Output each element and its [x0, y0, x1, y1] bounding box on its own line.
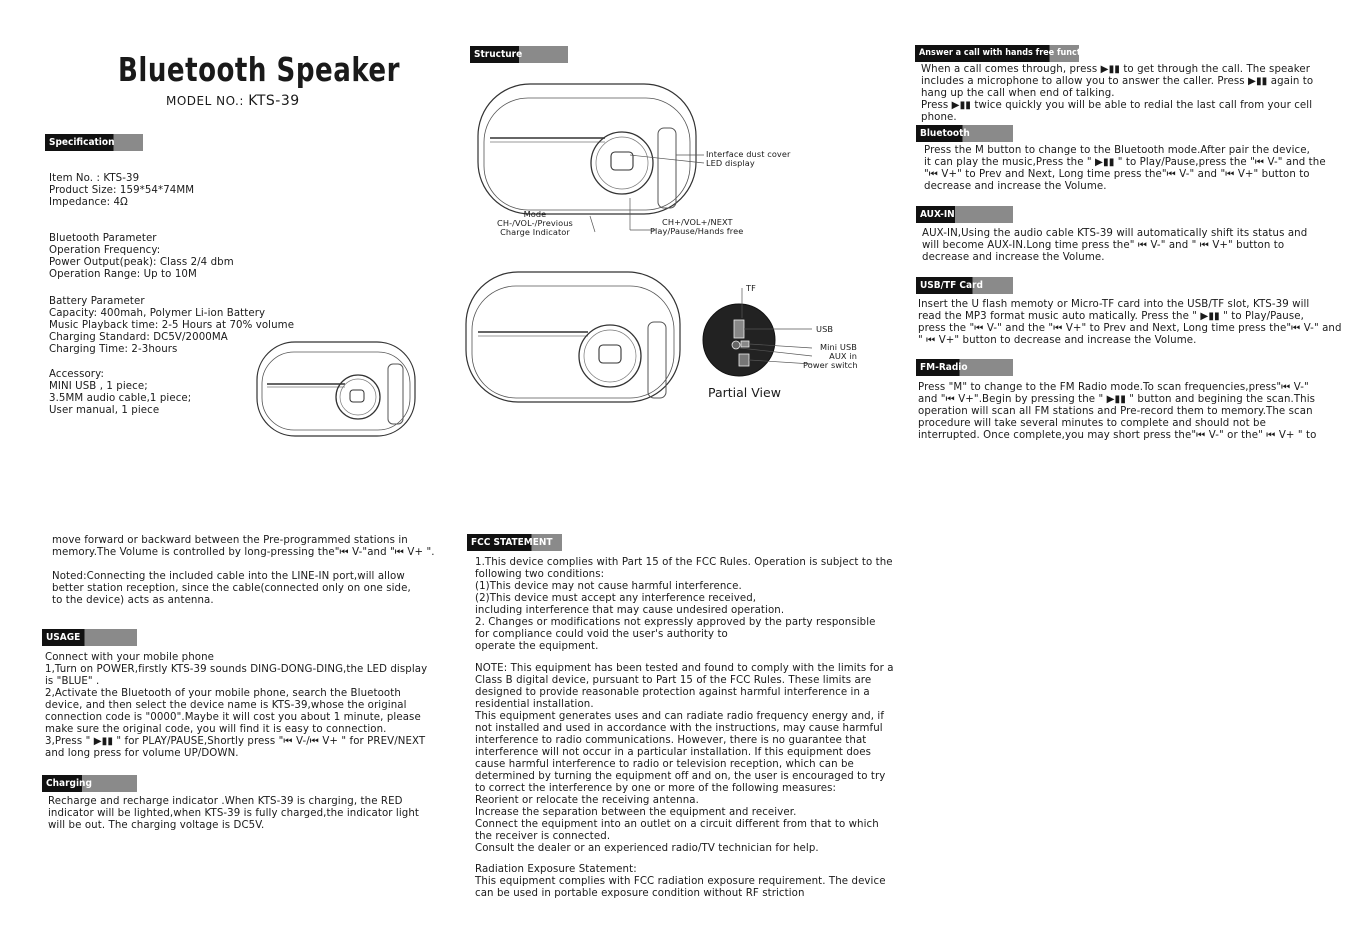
charging-header: Charging [42, 775, 137, 792]
text-line: connection code is "0000".Maybe it will cost you about 1 minute, please [45, 712, 421, 723]
structure-labels-right [706, 150, 790, 168]
text-line: 2. Changes or modifications not expressly approved by the party responsible [475, 617, 876, 628]
text-line: (1)This device may not cause harmful interference. [475, 581, 742, 592]
text-line: Press ▶▮▮ twice quickly you will be able to redial the last call from your cell [921, 100, 1313, 111]
spec-bluetooth [49, 233, 234, 281]
label-aux-in: AUX in [829, 351, 857, 361]
text-line: phone. [921, 112, 957, 123]
model-value: KTS-39 [248, 93, 300, 109]
label-ch-minus: CH-/VOL-/Previous [497, 218, 573, 228]
text-line: This equipment generates uses and can radiate radio frequency energy and, if [475, 711, 885, 722]
text-line: "⏮ V+" to Prev and Next, Long time press the"⏮ V-" and "⏮ V+" button to [924, 169, 1310, 180]
text-line: the receiver is connected. [475, 831, 611, 842]
text-line: interrupted. Once complete,you may short press the"⏮ V-" or the" ⏮ V+ " to [918, 430, 1317, 441]
label-ch-plus: CH+/VOL+/NEXT [662, 217, 733, 227]
model-number [166, 93, 300, 109]
fm-text [918, 382, 1316, 442]
text-line: 2,Activate the Bluetooth of your mobile phone, search the Bluetooth [45, 688, 401, 699]
text-line: interference will not occur in a particular installation. If this equipment does [475, 747, 872, 758]
text-line: " ⏮ V+" button to decrease and increase the Volume. [918, 335, 1197, 346]
text-line: Noted:Connecting the included cable into the LINE-IN port,will allow [52, 571, 405, 582]
text-line: to the device) acts as antenna. [52, 595, 214, 606]
text-line: (2)This device must accept any interference received, [475, 593, 757, 604]
text-line: device, and then select the device name is KTS-39,whose the original [45, 700, 407, 711]
fcc-text [475, 557, 893, 653]
label-mode: Mode [523, 209, 547, 219]
text-line: determined by turning the equipment off and on, the user is encouraged to try [475, 771, 886, 782]
label-play: Play/Pause/Hands free [650, 226, 744, 236]
text-line: can be used in portable exposure condition without RF striction [475, 888, 805, 899]
label-charge: Charge Indicator [500, 227, 570, 237]
label-interface: Interface dust cover [706, 149, 791, 159]
spec-basic [49, 173, 194, 209]
text-line: AUX-IN,Using the audio cable KTS-39 will automatically shift its status and [922, 228, 1308, 239]
answer-header: Answer a call with hands free function: [915, 45, 1079, 62]
text-line: press the "⏮ V-" and the "⏮ V+" to Prev and Next, Long time press the"⏮ V-" and [918, 323, 1342, 334]
text-line: Charging Time: 2-3hours [49, 344, 178, 355]
text-line: NOTE: This equipment has been tested and found to comply with the limits for a [475, 663, 894, 674]
radiation-text [475, 864, 886, 900]
text-line: hang up the call when end of talking. [921, 88, 1115, 99]
text-line: Insert the U flash memoty or Micro-TF card into the USB/TF slot, KTS-39 will [918, 299, 1310, 310]
model-label: MODEL NO.: [166, 94, 244, 108]
text-line: includes a microphone to allow you to answer the caller. Press ▶▮▮ again to [921, 76, 1314, 87]
noted-text [52, 571, 411, 607]
text-line: Battery Parameter [49, 296, 145, 307]
specification-header: Specification [45, 134, 143, 151]
structure-labels-bottom [650, 218, 743, 236]
text-line: This equipment complies with FCC radiation exposure requirement. The device [475, 876, 886, 887]
text-line: Bluetooth Parameter [49, 233, 157, 244]
speaker-illustration-small [255, 340, 420, 440]
page-title: Bluetooth Speaker [118, 50, 400, 90]
usbtf-text [918, 299, 1342, 347]
text-line: User manual, 1 piece [49, 405, 160, 416]
text-line: make sure the original code, you will find it is easy to connection. [45, 724, 387, 735]
text-line: Connect with your mobile phone [45, 652, 215, 663]
text-line: better station reception, since the cable(connected only on one side, [52, 583, 411, 594]
text-line: Increase the separation between the equipment and receiver. [475, 807, 797, 818]
text-line: Connect the equipment into an outlet on a circuit different from that to which [475, 819, 879, 830]
text-line: cause harmful interference to radio or television reception, which can be [475, 759, 854, 770]
text-line: following two conditions: [475, 569, 605, 580]
text-line: Power Output(peak): Class 2/4 dbm [49, 257, 234, 268]
text-line: decrease and increase the Volume. [922, 252, 1105, 263]
text-line: move forward or backward between the Pre-programmed stations in [52, 535, 408, 546]
text-line: Operation Frequency: [49, 245, 161, 256]
text-line: MINI USB , 1 piece; [49, 381, 148, 392]
text-line: residential installation. [475, 699, 594, 710]
text-line: will be out. The charging voltage is DC5V. [48, 820, 265, 831]
charging-text [48, 796, 419, 832]
usbtf-header: USB/TF Card [916, 277, 1013, 294]
spec-size: Product Size: 159*54*74MM [49, 185, 195, 196]
aux-text [922, 228, 1307, 264]
text-line: it can play the music,Press the " ▶▮▮ " to Play/Pause,press the "⏮ V-" and the [924, 157, 1326, 168]
text-line: procedure will take several minutes to complete and should not be [918, 418, 1266, 429]
usage-header: USAGE [42, 629, 137, 646]
text-line: 3.5MM audio cable,1 piece; [49, 393, 192, 404]
label-power: Power switch [803, 360, 858, 370]
text-line: Recharge and recharge indicator .When KTS-39 is charging, the RED [48, 796, 403, 807]
text-line: Music Playback time: 2-5 Hours at 70% volume [49, 320, 295, 331]
text-line: 1,Turn on POWER,firstly KTS-39 sounds DING-DONG-DING,the LED display [45, 664, 428, 675]
text-line: When a call comes through, press ▶▮▮ to get through the call. The speaker [921, 64, 1311, 75]
text-line: Capacity: 400mah, Polymer Li-ion Battery [49, 308, 266, 319]
text-line: will become AUX-IN.Long time press the" ⏮ V-" and " ⏮ V+" button to [922, 240, 1285, 251]
text-line: Press "M" to change to the FM Radio mode.To scan frequencies,press"⏮ V-" [918, 382, 1309, 393]
text-line: decrease and increase the Volume. [924, 181, 1107, 192]
text-line: Class B digital device, pursuant to Part 15 of the FCC Rules. These limits are [475, 675, 872, 686]
structure-labels-left [497, 210, 573, 237]
text-line: 1.This device complies with Part 15 of the FCC Rules. Operation is subject to the [475, 557, 893, 568]
bluetooth-header: Bluetooth [916, 125, 1013, 142]
answer-text [921, 64, 1313, 124]
fcc-note-text [475, 663, 894, 855]
spec-accessory [49, 369, 191, 417]
label-tf: TF [746, 283, 756, 293]
text-line: and "⏮ V+".Begin by pressing the " ▶▮▮ " button and begining the scan.This [918, 394, 1316, 405]
text-line: designed to provide reasonable protection against harmful interference in a [475, 687, 870, 698]
fm-continued [52, 535, 435, 559]
text-line: Reorient or relocate the receiving antenna. [475, 795, 699, 806]
text-line: memory.The Volume is controlled by long-pressing the"⏮ V-"and "⏮ V+ ". [52, 547, 435, 558]
label-led: LED display [706, 158, 755, 168]
text-line: to correct the interference by one or more of the following measures: [475, 783, 837, 794]
text-line: for compliance could void the user's authority to [475, 629, 728, 640]
text-line: and long press for volume UP/DOWN. [45, 748, 239, 759]
aux-header: AUX-IN [916, 206, 1013, 223]
text-line: Accessory: [49, 369, 105, 380]
spec-impedance: Impedance: 4Ω [49, 197, 128, 208]
spec-item: Item No. : KTS-39 [49, 173, 140, 184]
structure-header: Structure [470, 46, 568, 63]
text-line: indicator will be lighted,when KTS-39 is fully charged,the indicator light [48, 808, 419, 819]
text-line: interference to radio communications. However, there is no guarantee that [475, 735, 867, 746]
text-line: Press the M button to change to the Bluetooth mode.After pair the device, [924, 145, 1310, 156]
text-line: operation will scan all FM stations and Pre-record them to memory.The scan [918, 406, 1313, 417]
fcc-header: FCC STATEMENT [467, 534, 562, 551]
text-line: 3,Press " ▶▮▮ " for PLAY/PAUSE,Shortly press "⏮ V-/⏮ V+ " for PREV/NEXT [45, 736, 426, 747]
text-line: read the MP3 format music auto matically. Press the " ▶▮▮ " to Play/Pause, [918, 311, 1304, 322]
partial-view-caption: Partial View [708, 385, 781, 400]
text-line: not installed and used in accordance with the instructions, may cause harmful [475, 723, 883, 734]
text-line: Radiation Exposure Statement: [475, 864, 637, 875]
partial-labels [803, 343, 857, 370]
bluetooth-text [924, 145, 1326, 193]
text-line: Consult the dealer or an experienced radio/TV technician for help. [475, 843, 819, 854]
text-line: operate the equipment. [475, 641, 599, 652]
usage-text [45, 652, 427, 760]
label-usb: USB [816, 324, 834, 334]
text-line: Operation Range: Up to 10M [49, 269, 197, 280]
text-line: is "BLUE" . [45, 676, 100, 687]
label-mini-usb: Mini USB [819, 342, 857, 352]
fm-header: FM-Radio [916, 359, 1013, 376]
text-line: Charging Standard: DC5V/2000MA [49, 332, 228, 343]
text-line: including interference that may cause undesired operation. [475, 605, 785, 616]
